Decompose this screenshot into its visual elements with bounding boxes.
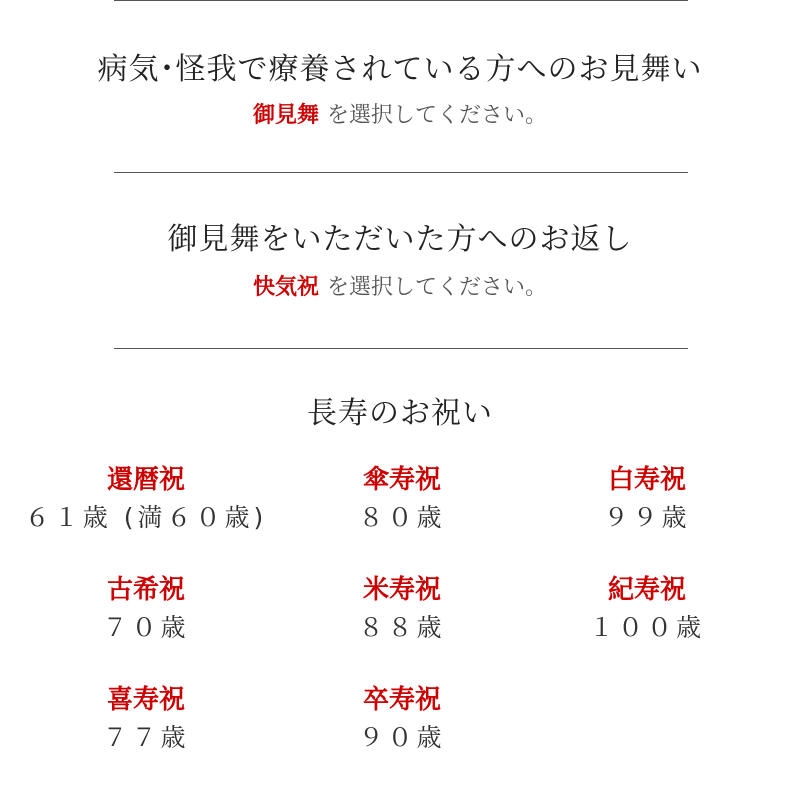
longevity-age: ９０歳 bbox=[358, 723, 446, 752]
longevity-age: ９９歳 bbox=[603, 503, 691, 532]
longevity-age: ７０歳 bbox=[102, 613, 190, 642]
longevity-name: 傘寿祝 bbox=[362, 465, 441, 495]
longevity-item-sotsuju bbox=[252, 682, 552, 758]
longevity-name: 古希祝 bbox=[106, 575, 185, 605]
omimai-label: 御見舞 bbox=[252, 103, 319, 128]
section-title-longevity: 長寿のお祝い bbox=[307, 396, 493, 431]
longevity-name: 白寿祝 bbox=[607, 465, 686, 495]
divider-2 bbox=[114, 348, 688, 349]
longevity-item-kiju-100 bbox=[497, 572, 797, 648]
instruction-text: を選択してください。 bbox=[327, 275, 548, 300]
longevity-age: ７７歳 bbox=[102, 723, 190, 752]
longevity-age: ６１歳 (満６０歳) bbox=[24, 503, 268, 532]
longevity-name: 卒寿祝 bbox=[362, 685, 441, 715]
longevity-name: 喜寿祝 bbox=[106, 685, 185, 715]
longevity-name: 紀寿祝 bbox=[607, 575, 686, 605]
longevity-age: ８８歳 bbox=[358, 613, 446, 642]
longevity-item-hakuju bbox=[497, 462, 797, 538]
instruction-kaiki bbox=[0, 270, 800, 301]
instruction-text: を選択してください。 bbox=[327, 103, 548, 128]
longevity-age: ８０歳 bbox=[358, 503, 446, 532]
longevity-name: 米寿祝 bbox=[362, 575, 441, 605]
section-title-kaiki: 御見舞をいただいた方へのお返し bbox=[167, 222, 633, 257]
section-title-omimai: 病気･怪我で療養されている方へのお見舞い bbox=[97, 52, 703, 87]
longevity-age: １００歳 bbox=[588, 613, 705, 642]
kaiki-label: 快気祝 bbox=[252, 275, 319, 300]
longevity-name: 還暦祝 bbox=[106, 465, 185, 495]
divider-1 bbox=[114, 172, 688, 173]
divider-top bbox=[114, 0, 688, 1]
instruction-omimai bbox=[0, 98, 800, 129]
